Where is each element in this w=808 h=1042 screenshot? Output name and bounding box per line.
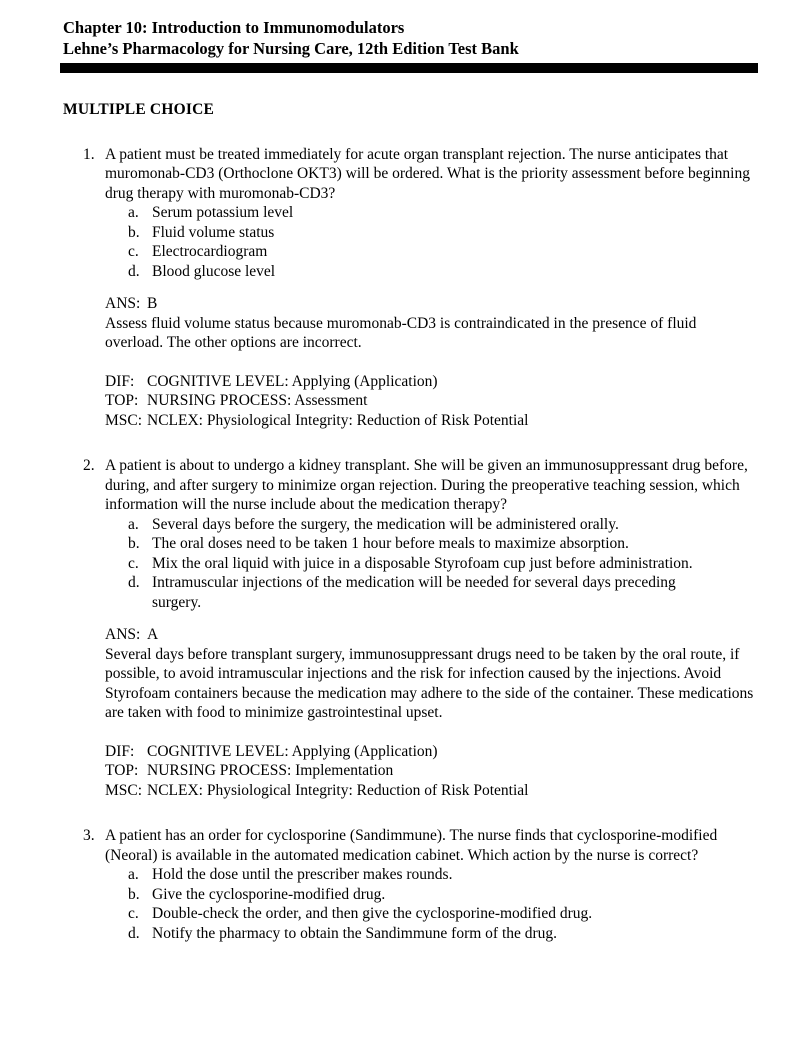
option-text: Intramuscular injections of the medication will be needed for several days preceding surgery. xyxy=(152,574,676,611)
answer-label: ANS: xyxy=(105,626,141,643)
header-rule xyxy=(60,63,758,73)
answer-option xyxy=(128,203,756,223)
meta-text: NCLEX: Physiological Integrity: Reduction of Risk Potential xyxy=(147,411,529,429)
question-2 xyxy=(63,456,756,800)
answer-line xyxy=(105,294,756,314)
document-header xyxy=(63,17,756,73)
meta-line xyxy=(105,742,756,762)
meta-label: DIF: xyxy=(105,372,135,390)
meta-label: DIF: xyxy=(105,742,135,760)
question-body xyxy=(105,456,756,800)
answer-label: ANS: xyxy=(105,295,141,312)
option-letter: a. xyxy=(128,204,139,221)
answer-option xyxy=(128,534,756,554)
option-text: Double-check the order, and then give the cyclosporine-modified drug. xyxy=(152,905,593,922)
option-letter: a. xyxy=(128,515,139,533)
meta-label: TOP: xyxy=(105,392,139,409)
answer-option xyxy=(128,885,756,905)
option-text: Notify the pharmacy to obtain the Sandimmune form of the drug. xyxy=(152,924,558,942)
answer-option xyxy=(128,554,756,574)
meta-line xyxy=(105,781,756,801)
rationale: Several days before transplant surgery, immunosuppressant drugs need to be taken by the oral route, if possible, to avoid intramuscular injections and the risk for infection caused by the injections. Avoid Styrofoam containers because the medication may adhere to the side of the container. These medications are taken with food to minimize gastrointestinal upset. xyxy=(105,645,754,721)
options-list xyxy=(105,203,756,281)
option-letter: d. xyxy=(128,262,140,280)
answer-option xyxy=(128,573,756,612)
question-stem: A patient is about to undergo a kidney transplant. She will be given an immunosuppressant drug before, during, and after surgery to minimize organ rejection. During the preoperative teaching session, which information will the nurse include about the medication therapy? xyxy=(105,457,748,513)
meta-line xyxy=(105,411,756,431)
options-list xyxy=(105,865,756,943)
answer-value: B xyxy=(147,295,158,312)
option-text: Mix the oral liquid with juice in a disposable Styrofoam cup just before administration. xyxy=(152,554,693,572)
answer-option xyxy=(128,262,756,282)
section-heading: MULTIPLE CHOICE xyxy=(63,101,214,118)
answer-option xyxy=(128,242,756,262)
answer-line xyxy=(105,625,756,645)
answer-option xyxy=(128,515,756,535)
question-stem: A patient has an order for cyclosporine (Sandimmune). The nurse finds that cyclosporine-modified (Neoral) is available in the automated medication cabinet. Which action by the nurse is correct? xyxy=(105,827,718,864)
rationale: Assess fluid volume status because muromonab-CD3 is contraindicated in the presence of fluid overload. The other options are incorrect. xyxy=(105,314,697,351)
option-letter: b. xyxy=(128,535,140,552)
option-text: Hold the dose until the prescriber makes rounds. xyxy=(152,866,453,883)
meta-text: COGNITIVE LEVEL: Applying (Application) xyxy=(147,372,438,390)
meta-line xyxy=(105,761,756,781)
meta-line xyxy=(105,372,756,392)
book-title: Lehne’s Pharmacology for Nursing Care, 12th Edition Test Bank xyxy=(63,39,519,58)
question-stem: A patient must be treated immediately for acute organ transplant rejection. The nurse anticipates that muromonab-CD3 (Orthoclone OKT3) will be ordered. What is the priority assessment before beginning drug therapy with muromonab-CD3? xyxy=(105,145,750,202)
meta-text: NCLEX: Physiological Integrity: Reduction of Risk Potential xyxy=(147,781,529,799)
chapter-title: Chapter 10: Introduction to Immunomodulators xyxy=(63,18,405,37)
question-number: 1. xyxy=(83,145,95,163)
option-text: Several days before the surgery, the medication will be administered orally. xyxy=(152,515,619,533)
option-letter: b. xyxy=(128,223,140,241)
meta-text: NURSING PROCESS: Implementation xyxy=(147,762,394,779)
answer-option xyxy=(128,924,756,944)
answer-value: A xyxy=(147,626,159,643)
option-letter: c. xyxy=(128,243,139,260)
question-number: 2. xyxy=(83,457,95,474)
option-text: Electrocardiogram xyxy=(152,243,268,260)
meta-line xyxy=(105,391,756,411)
option-text: The oral doses need to be taken 1 hour before meals to maximize absorption. xyxy=(152,535,629,552)
option-letter: c. xyxy=(128,554,139,572)
options-list xyxy=(105,515,756,613)
question-body xyxy=(105,145,756,431)
answer-option xyxy=(128,223,756,243)
option-letter: a. xyxy=(128,866,139,883)
meta-block xyxy=(105,372,756,431)
option-text: Blood glucose level xyxy=(152,262,276,280)
meta-text: COGNITIVE LEVEL: Applying (Application) xyxy=(147,742,438,760)
question-list xyxy=(63,145,756,944)
option-text: Give the cyclosporine-modified drug. xyxy=(152,885,386,903)
option-letter: c. xyxy=(128,905,139,922)
meta-label: MSC: xyxy=(105,411,143,429)
question-3 xyxy=(63,826,756,943)
answer-option xyxy=(128,904,756,924)
question-number: 3. xyxy=(83,827,95,844)
meta-text: NURSING PROCESS: Assessment xyxy=(147,392,368,409)
question-1 xyxy=(63,145,756,431)
option-letter: d. xyxy=(128,924,140,942)
option-text: Serum potassium level xyxy=(152,204,294,221)
meta-block xyxy=(105,742,756,801)
option-text: Fluid volume status xyxy=(152,223,275,241)
meta-label: TOP: xyxy=(105,762,139,779)
meta-label: MSC: xyxy=(105,781,143,799)
option-letter: b. xyxy=(128,885,140,903)
answer-option xyxy=(128,865,756,885)
option-letter: d. xyxy=(128,574,140,591)
question-body xyxy=(105,826,756,943)
